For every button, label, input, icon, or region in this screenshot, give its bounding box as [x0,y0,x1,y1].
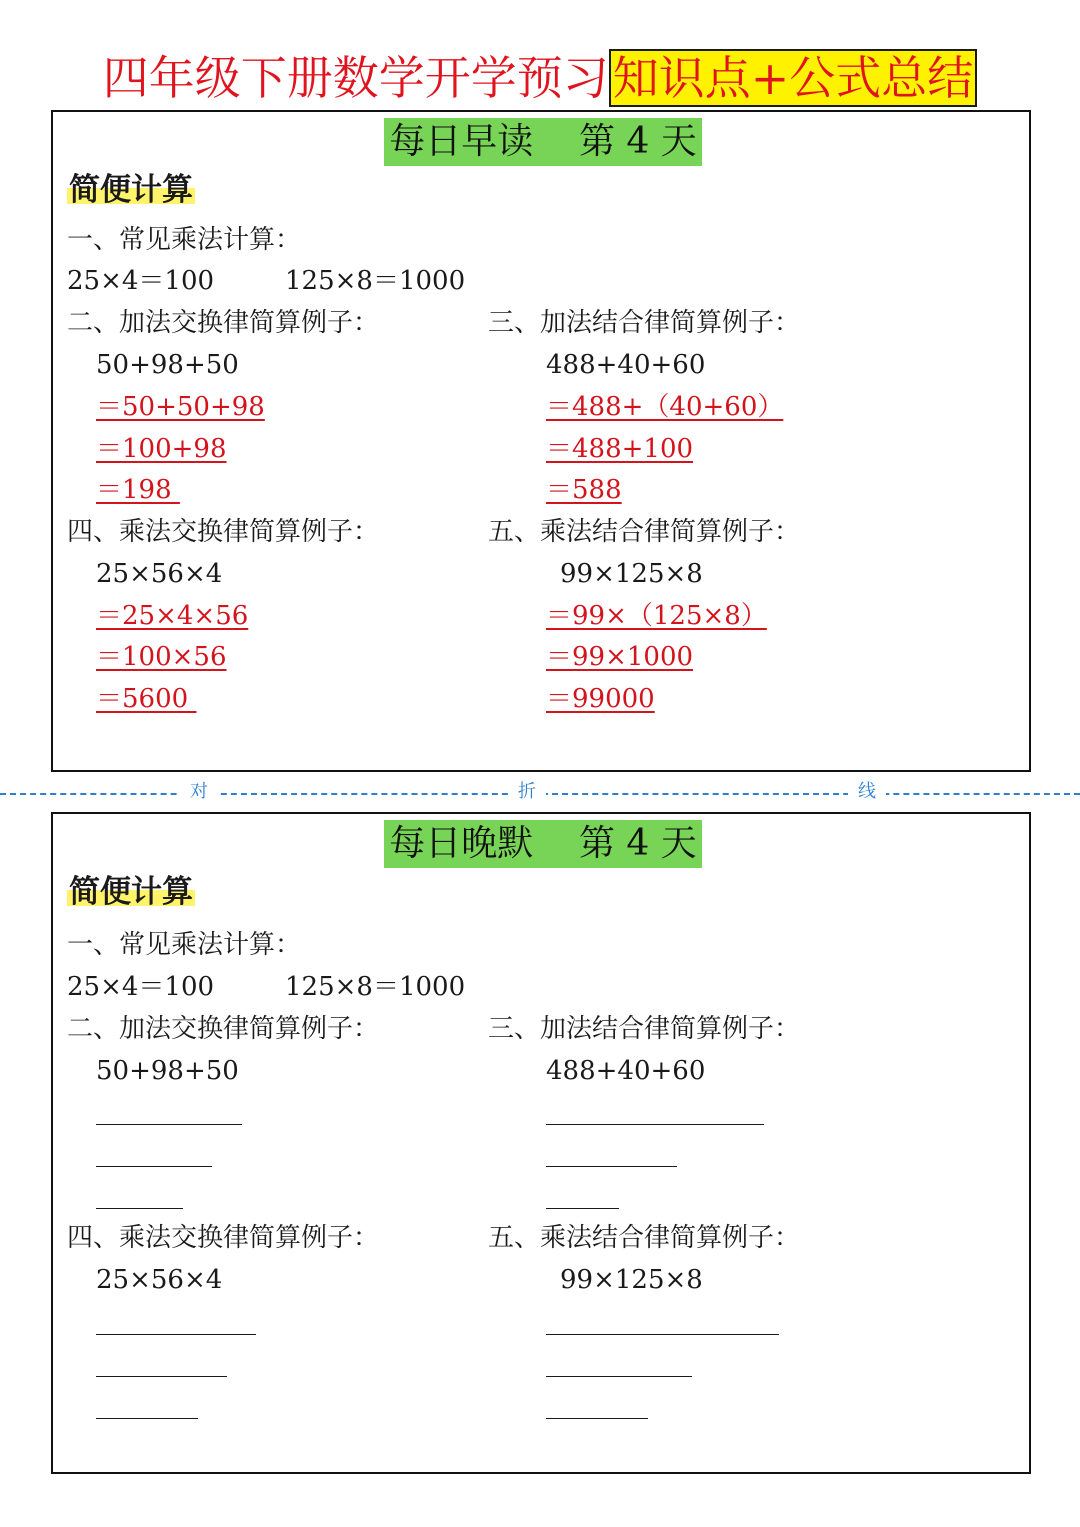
morning-s5-step-2: ＝99×1000 [546,642,694,672]
evening-s3-blank-2[interactable] [546,1166,677,1167]
evening-s5-blank-1[interactable] [546,1334,779,1335]
morning-s1-heading: 一、常见乘法计算： [67,225,302,255]
morning-s5-step-3: ＝99000 [546,684,655,714]
morning-s1-formula-a: 25×4＝100 [67,266,215,296]
evening-s4-blank-2[interactable] [96,1376,227,1377]
evening-s5-blank-2[interactable] [546,1376,692,1377]
evening-s2-blank-2[interactable] [96,1166,212,1167]
page-title [0,48,1080,108]
evening-s1-formula-a: 25×4＝100 [67,972,215,1002]
evening-banner: 每日晚默 第 4 天 [384,820,702,868]
morning-s2-problem: 50+98+50 [96,350,239,380]
evening-s3-heading: 三、加法结合律简算例子： [488,1014,801,1044]
morning-banner: 每日早读 第 4 天 [384,118,702,166]
morning-reading-panel [51,110,1031,772]
evening-s4-problem: 25×56×4 [96,1265,223,1295]
evening-s1-heading: 一、常见乘法计算： [67,930,302,960]
fold-label-1: 对 [180,781,218,803]
morning-s2-heading: 二、加法交换律简算例子： [67,308,380,338]
evening-recall-panel [51,812,1031,1474]
evening-s2-problem: 50+98+50 [96,1056,239,1086]
evening-s5-blank-3[interactable] [546,1418,648,1419]
title-highlight: 知识点+公式总结 [609,49,978,107]
evening-s2-blank-1[interactable] [96,1124,242,1125]
evening-s2-heading: 二、加法交换律简算例子： [67,1014,380,1044]
morning-s5-heading: 五、乘法结合律简算例子： [488,517,801,547]
morning-s3-step-1: ＝488+（40+60） [546,392,784,422]
morning-topic: 简便计算 [69,172,193,208]
evening-s5-heading: 五、乘法结合律简算例子： [488,1223,801,1253]
morning-s2-step-1: ＝50+50+98 [96,392,265,422]
morning-s2-step-3: ＝198 [96,475,180,505]
morning-s4-problem: 25×56×4 [96,559,223,589]
morning-s5-step-1: ＝99×（125×8） [546,601,767,631]
morning-s1-formula-b: 125×8＝1000 [285,266,466,296]
evening-s3-problem: 488+40+60 [546,1056,706,1086]
morning-s4-heading: 四、乘法交换律简算例子： [67,517,380,547]
morning-s2-step-2: ＝100+98 [96,434,227,464]
evening-s2-blank-3[interactable] [96,1208,183,1209]
evening-s4-blank-1[interactable] [96,1334,256,1335]
evening-s4-blank-3[interactable] [96,1418,198,1419]
morning-s4-step-2: ＝100×56 [96,642,227,672]
title-main: 四年级下册数学开学预习 [102,51,609,105]
fold-label-3: 线 [848,781,886,803]
fold-label-2: 折 [508,781,546,803]
morning-s3-step-3: ＝588 [546,475,622,505]
morning-s3-step-2: ＝488+100 [546,434,694,464]
morning-s3-heading: 三、加法结合律简算例子： [488,308,801,338]
evening-s4-heading: 四、乘法交换律简算例子： [67,1223,380,1253]
morning-s5-problem: 99×125×8 [560,559,703,589]
evening-s5-problem: 99×125×8 [560,1265,703,1295]
morning-s3-problem: 488+40+60 [546,350,706,380]
evening-s3-blank-3[interactable] [546,1208,619,1209]
evening-topic: 简便计算 [69,874,193,910]
morning-s4-step-1: ＝25×4×56 [96,601,249,631]
morning-s4-step-3: ＝5600 [96,684,197,714]
evening-s3-blank-1[interactable] [546,1124,764,1125]
evening-s1-formula-b: 125×8＝1000 [285,972,466,1002]
